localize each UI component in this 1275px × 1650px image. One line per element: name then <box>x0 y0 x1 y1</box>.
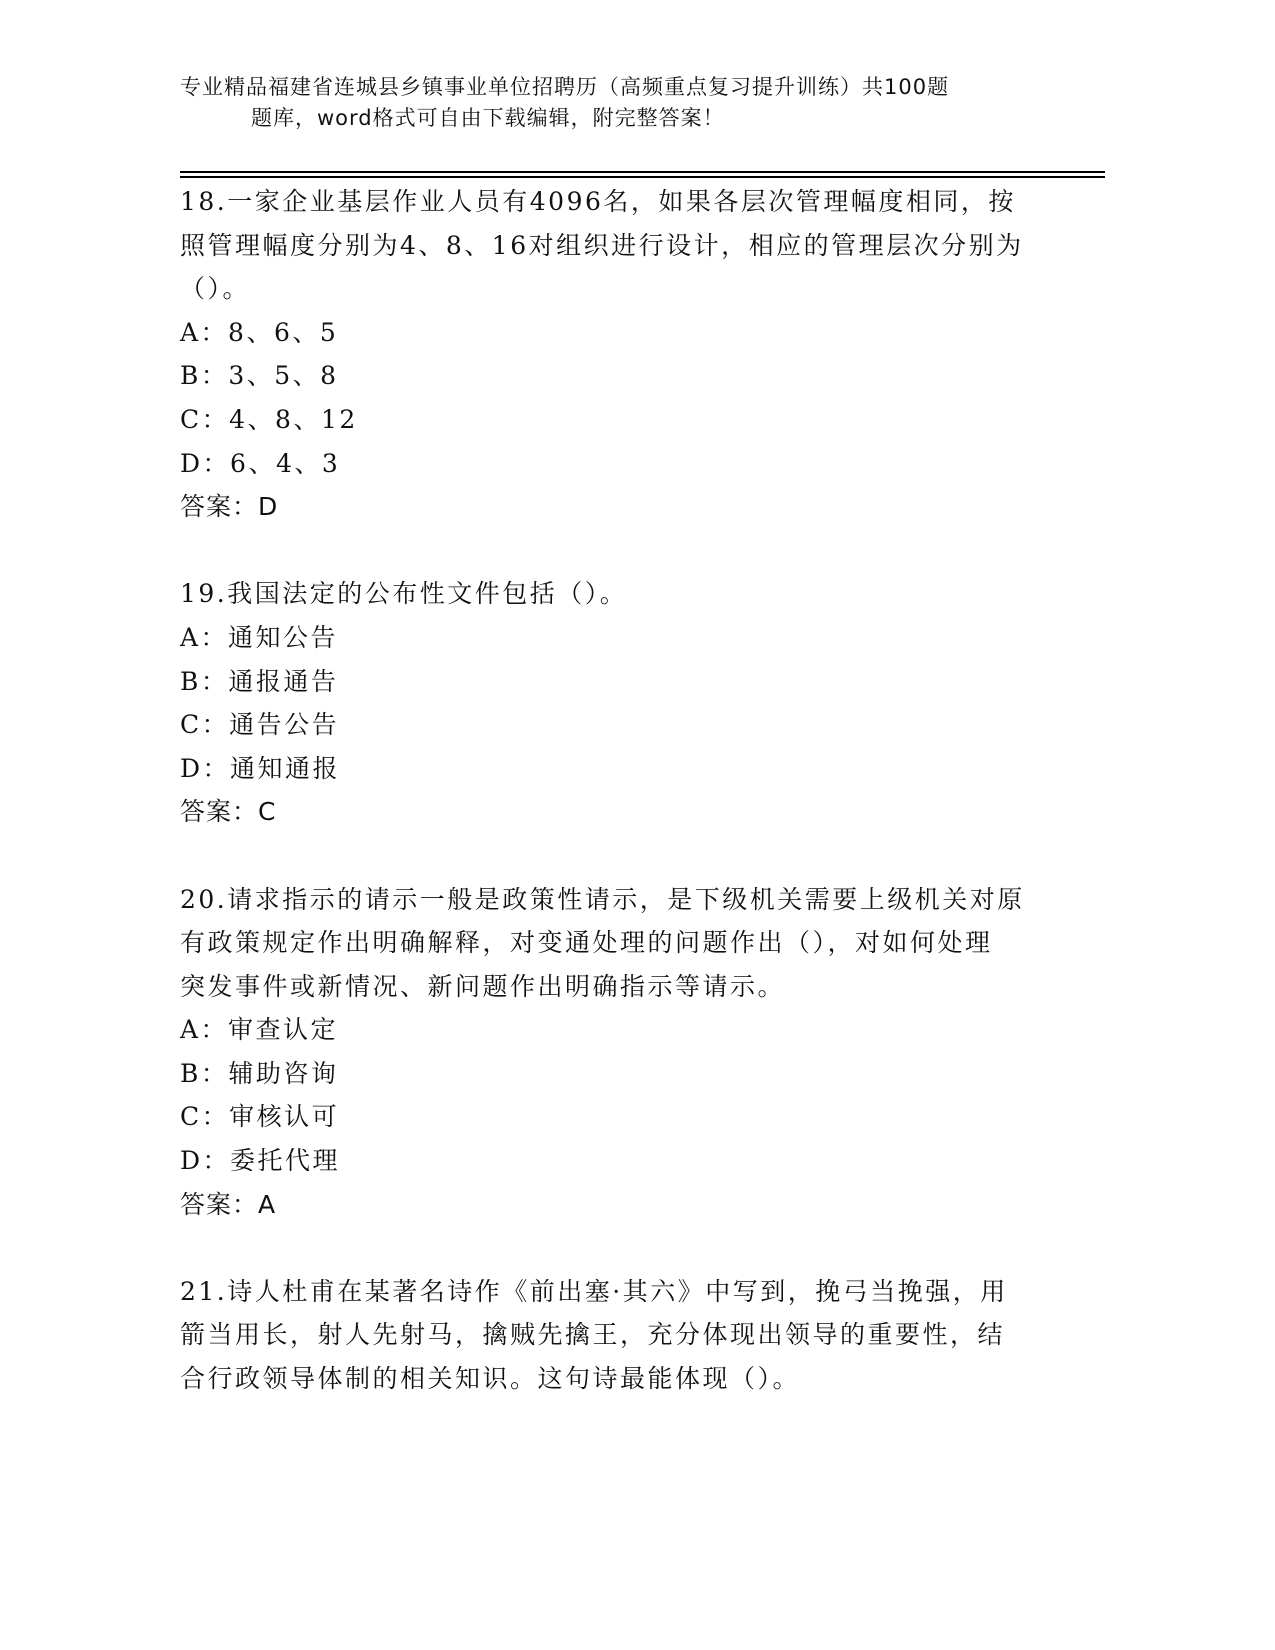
option-item: D：通知通报 <box>180 753 341 783</box>
question-text: （）。 <box>180 274 251 304</box>
header-line-2: 题库，word格式可自由下载编辑，附完整答案！ <box>251 106 725 130</box>
option-item: B：辅助咨询 <box>180 1058 339 1088</box>
question-text: 19.我国法定的公布性文件包括（）。 <box>180 579 628 609</box>
document-header <box>180 72 949 134</box>
option-item: C：4、8、12 <box>180 404 358 434</box>
question-text: 有政策规定作出明确解释，对变通处理的问题作出（），对如何处理 <box>180 928 993 958</box>
spacer <box>180 1226 1080 1270</box>
question-text: 20.请求指示的请示一般是政策性请示，是下级机关需要上级机关对原 <box>180 884 1025 914</box>
question-text: 箭当用长，射人先射马，擒贼先擒王，充分体现出领导的重要性，结 <box>180 1320 1006 1350</box>
option-item: C：通告公告 <box>180 710 340 740</box>
answer-text: 答案：C <box>180 797 277 827</box>
header-line-1: 专业精品福建省连城县乡镇事业单位招聘历（高频重点复习提升训练）共100题 <box>180 75 950 99</box>
header-rule-top <box>180 171 1105 173</box>
question-text: 18.一家企业基层作业人员有4096名，如果各层次管理幅度相同，按 <box>180 187 1016 216</box>
option-item: A：8、6、5 <box>180 317 339 347</box>
option-item: A：审查认定 <box>180 1015 339 1045</box>
option-item: B：3、5、8 <box>180 361 339 391</box>
question-list <box>180 180 1080 1401</box>
question-text: 21.诗人杜甫在某著名诗作《前出塞·其六》中写到，挽弓当挽强，用 <box>180 1276 1008 1306</box>
answer-text: 答案：D <box>180 492 279 522</box>
option-item: D：6、4、3 <box>180 448 341 478</box>
spacer <box>180 834 1080 878</box>
header-rule-bottom <box>180 176 1105 178</box>
spacer <box>180 529 1080 573</box>
option-item: D：委托代理 <box>180 1146 341 1176</box>
option-item: A：通知公告 <box>180 622 339 652</box>
question-text: 合行政领导体制的相关知识。这句诗最能体现（）。 <box>180 1364 801 1394</box>
question-text: 照管理幅度分别为4、8、16对组织进行设计，相应的管理层次分别为 <box>180 230 1024 260</box>
question-text: 突发事件或新情况、新问题作出明确指示等请示。 <box>180 971 786 1001</box>
option-item: C：审核认可 <box>180 1102 340 1132</box>
option-item: B：通报通告 <box>180 666 339 696</box>
answer-text: 答案：A <box>180 1189 277 1219</box>
